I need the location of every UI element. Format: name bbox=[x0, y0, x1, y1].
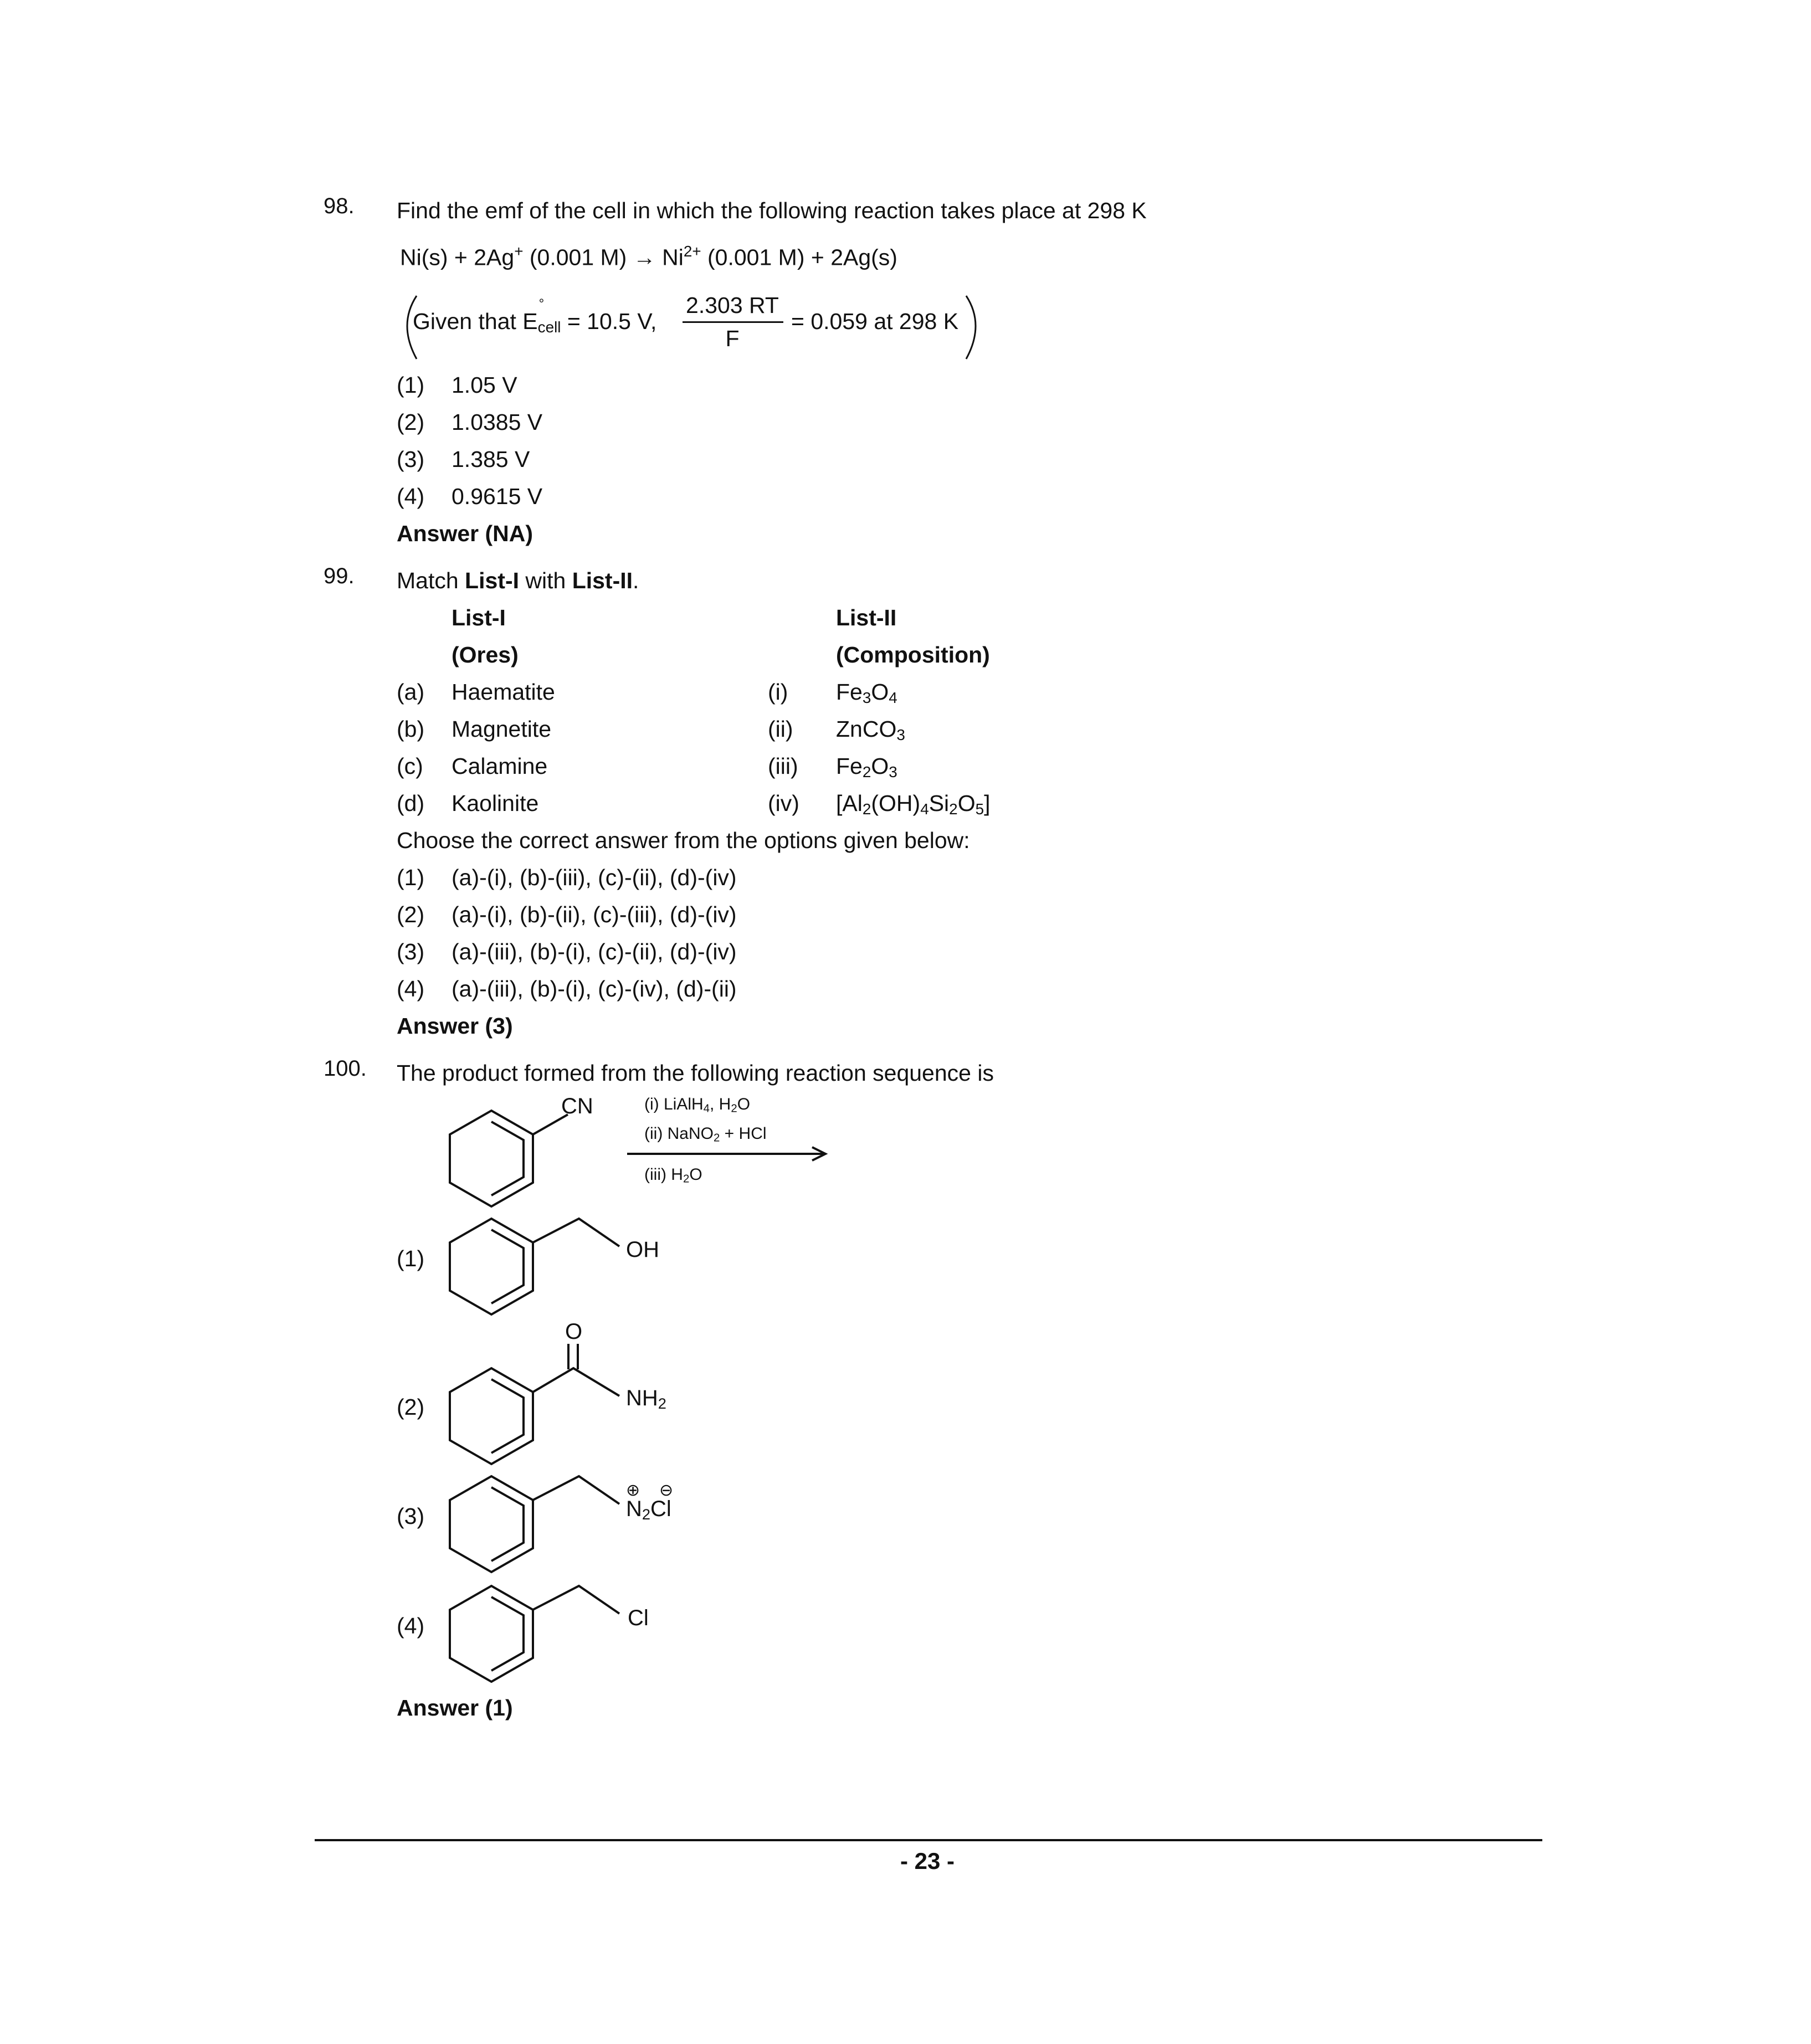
q100-option-3-n2cl-group: $N_2Cl$ bbox=[626, 1497, 671, 1523]
q100-option-3-minus-charge: ⊖ bbox=[659, 1481, 674, 1499]
q100-reagent-1: (i) LiAlH$_4$, $H_2O$ bbox=[644, 1095, 751, 1115]
q100-number: 100. bbox=[324, 1056, 367, 1081]
q100-option-3-number: (3) bbox=[397, 1503, 425, 1529]
q99-row-ii-formula: ZnCO$_3$ bbox=[836, 716, 905, 744]
q99-option-1-number: (1) bbox=[397, 865, 425, 890]
q100-option-4-number: (4) bbox=[397, 1613, 425, 1639]
q99-row-d-ore: Kaolinite bbox=[452, 790, 539, 816]
q100-option-3-plus-charge: ⊕ bbox=[626, 1481, 640, 1499]
q98-question-text: Find the emf of the cell in which the following reaction takes place at 298 K bbox=[397, 198, 1147, 223]
q99-row-i-key: (i) bbox=[768, 679, 788, 705]
q100-answer: Answer (1) bbox=[397, 1695, 513, 1721]
q99-list2-subheading: (Composition) bbox=[836, 642, 990, 667]
q99-option-3-number: (3) bbox=[397, 939, 425, 964]
q100-option-4-cl-group: Cl bbox=[628, 1606, 649, 1630]
q99-list1-heading: List-I bbox=[452, 605, 506, 630]
q99-option-2-number: (2) bbox=[397, 902, 425, 927]
q99-option-1-text: (a)-(i), (b)-(iii), (c)-(ii), (d)-(iv) bbox=[452, 865, 737, 890]
q98-fraction-denominator: F bbox=[725, 326, 740, 351]
q99-question-text: Match List-I with List-II. bbox=[397, 568, 639, 593]
q98-option-3-text: 1.385 V bbox=[452, 446, 530, 472]
q100-option-1-number: (1) bbox=[397, 1246, 425, 1271]
q99-row-iv-key: (iv) bbox=[768, 790, 799, 816]
q98-option-3-number: (3) bbox=[397, 446, 425, 472]
q98-reaction-equation: Ni(s) + 2Ag+ (0.001 $M) \to Ni^{2+}$ (0.001 M) + 2Ag(s) bbox=[400, 243, 897, 270]
q99-answer: Answer (3) bbox=[397, 1013, 513, 1039]
q99-row-ii-key: (ii) bbox=[768, 716, 793, 742]
q99-row-a-ore: Haematite bbox=[452, 679, 555, 705]
q99-row-iv-formula: $[Al_2(OH)_4Si_2O_5]$ bbox=[836, 790, 991, 818]
q98-answer: Answer (NA) bbox=[397, 521, 533, 546]
q100-reactant-cn-group: CN bbox=[561, 1094, 593, 1118]
q99-row-b-ore: Magnetite bbox=[452, 716, 552, 742]
q98-right-paren bbox=[958, 291, 992, 363]
q98-option-1-number: (1) bbox=[397, 372, 425, 398]
q100-option-1-structure bbox=[443, 1208, 643, 1318]
q100-option-3-structure bbox=[443, 1465, 643, 1576]
q99-row-iii-formula: $Fe_2O_3$ bbox=[836, 753, 897, 781]
q99-row-d-key: (d) bbox=[397, 790, 425, 816]
q100-question-text: The product formed from the following reaction sequence is bbox=[397, 1060, 994, 1086]
q98-given-suffix: = 0.059 at 298 K bbox=[791, 309, 959, 334]
page-number: - 23 - bbox=[900, 1848, 955, 1874]
q98-option-4-text: 0.9615 V bbox=[452, 484, 543, 509]
footer-rule bbox=[315, 1839, 1542, 1841]
q99-option-4-number: (4) bbox=[397, 976, 425, 1002]
q100-option-2-number: (2) bbox=[397, 1394, 425, 1420]
q99-option-4-text: (a)-(iii), (b)-(i), (c)-(iv), (d)-(ii) bbox=[452, 976, 737, 1002]
q100-option-1-oh-group: OH bbox=[626, 1237, 659, 1262]
q98-fraction-bar bbox=[683, 321, 783, 323]
q98-option-1-text: 1.05 V bbox=[452, 372, 517, 398]
q99-row-b-key: (b) bbox=[397, 716, 425, 742]
q100-option-2-structure bbox=[443, 1341, 643, 1473]
q99-row-c-ore: Calamine bbox=[452, 753, 548, 779]
q98-option-2-text: 1.0385 V bbox=[452, 409, 543, 435]
q99-row-c-key: (c) bbox=[397, 753, 423, 779]
q100-reagent-3: (iii) $H_2O$ bbox=[644, 1165, 702, 1185]
q100-option-4-structure bbox=[443, 1575, 643, 1686]
q100-option-2-carbonyl-o: O bbox=[565, 1319, 583, 1344]
q99-choose-instruction: Choose the correct answer from the options given below: bbox=[397, 828, 970, 853]
q99-row-iii-key: (iii) bbox=[768, 753, 798, 779]
q98-option-2-number: (2) bbox=[397, 409, 425, 435]
q99-option-2-text: (a)-(i), (b)-(ii), (c)-(iii), (d)-(iv) bbox=[452, 902, 737, 927]
q100-reaction-arrow bbox=[625, 1143, 835, 1165]
q99-list1-subheading: (Ores) bbox=[452, 642, 519, 667]
q100-reagent-2: (ii) NaNO$_2$ + HCl bbox=[644, 1124, 767, 1144]
q98-given-prefix: Given that E ° $_{cell}$ = 10.5 V, bbox=[413, 296, 657, 336]
q99-number: 99. bbox=[324, 564, 355, 588]
q99-option-3-text: (a)-(iii), (b)-(i), (c)-(ii), (d)-(iv) bbox=[452, 939, 737, 964]
q98-number: 98. bbox=[324, 194, 355, 218]
q98-option-4-number: (4) bbox=[397, 484, 425, 509]
q98-fraction-numerator: 2.303 RT bbox=[686, 292, 779, 318]
q99-row-i-formula: $Fe_3O_4$ bbox=[836, 679, 897, 707]
q99-list2-heading: List-II bbox=[836, 605, 897, 630]
q100-option-2-nh2-group: $NH_2$ bbox=[626, 1386, 666, 1412]
q99-row-a-key: (a) bbox=[397, 679, 425, 705]
